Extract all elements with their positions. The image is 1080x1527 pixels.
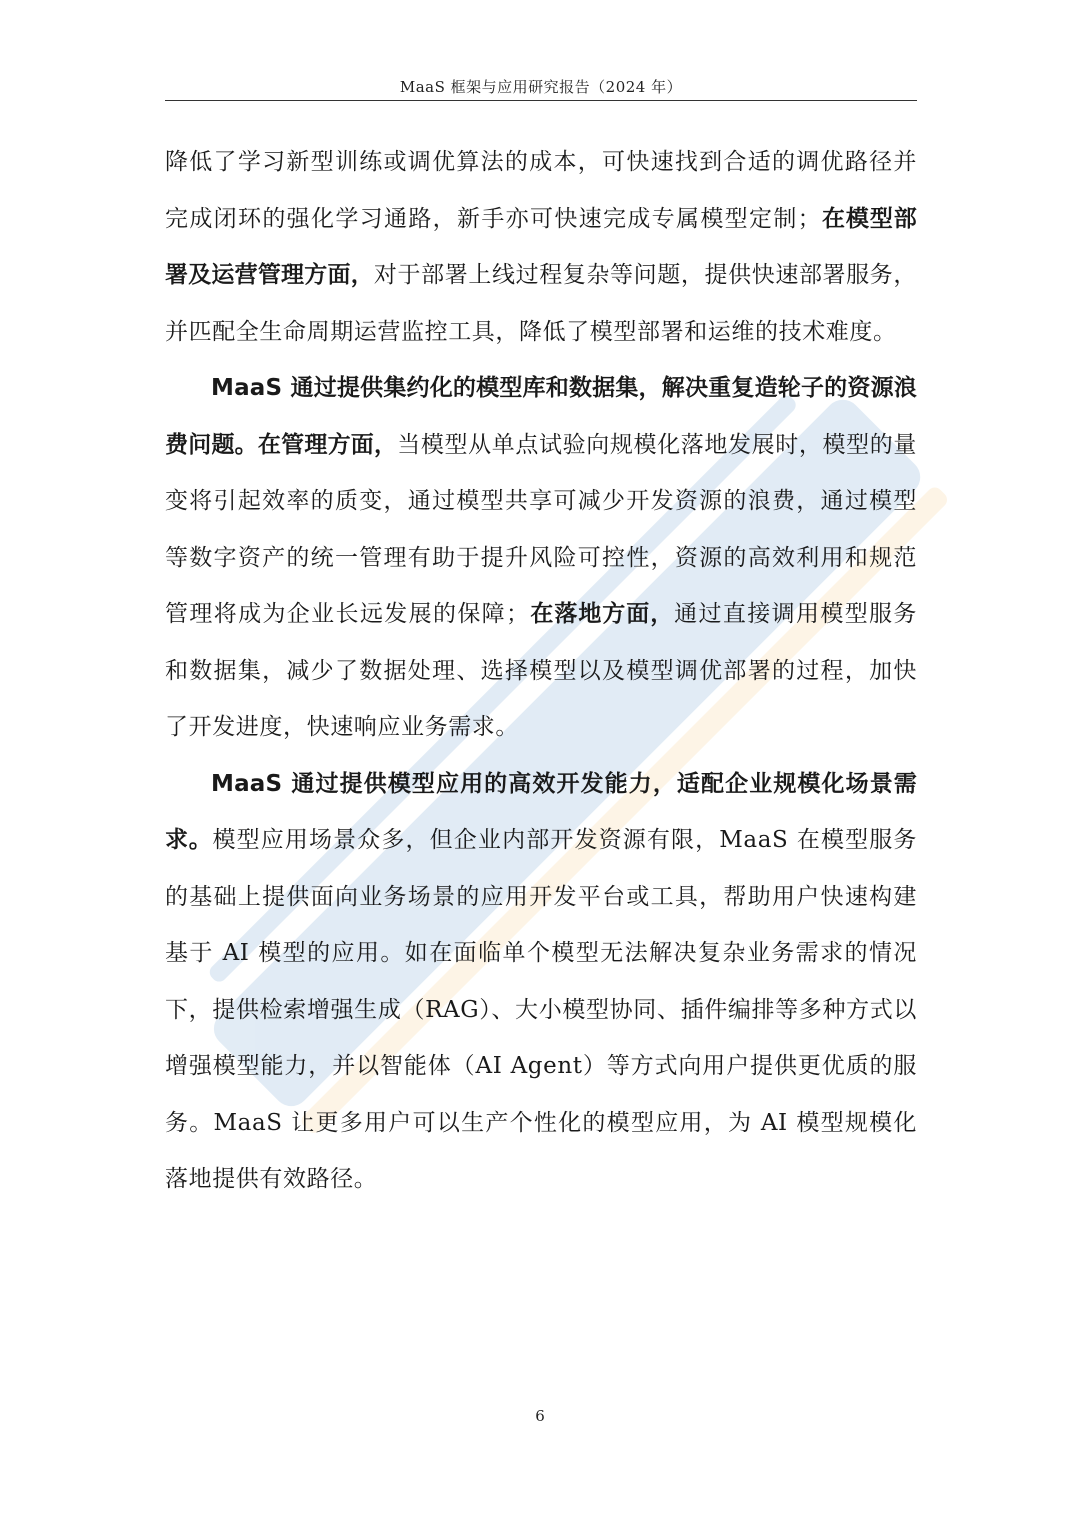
header-divider (165, 100, 917, 101)
bold-text-run: 在落地方面， (529, 601, 675, 627)
page-header: MaaS 框架与应用研究报告（2024 年） (399, 78, 683, 96)
body-paragraph (165, 134, 917, 360)
body-content (165, 134, 917, 1208)
text-run: 降低了学习新型训练或调优算法的成本，可快速找到合适的调优路径并完成闭环的强化学习通路，新手亦可快速完成专属模型定制； (165, 149, 917, 232)
body-paragraph (165, 360, 917, 756)
text-run: 通过直接调用模型服务和数据集，减少了数据处理、选择模型以及模型调优部署的过程，加快了开发进度，快速响应业务需求。 (165, 601, 918, 740)
bold-text-run: MaaS 通过提供集约化的模型库和数据集，解决重复造轮子的资源浪费问题。 (165, 375, 917, 458)
bold-text-run: 在模型部署及运营管理方面， (165, 205, 917, 288)
text-run: 对于部署上线过程复杂等问题，提供快速部署服务，并匹配全生命周期运营监控工具，降低了模型部署和运维的技术难度。 (165, 262, 917, 345)
bold-text-run: MaaS 通过提供模型应用的高效开发能力，适配企业规模化场景需求。 (165, 770, 917, 853)
text-run: 当模型从单点试验向规模化落地发展时，模型的量变将引起效率的质变，通过模型共享可减少开发资源的浪费，通过模型等数字资产的统一管理有助于提升风险可控性，资源的高效利用和规范管理将成为企业长远发展的保障； (165, 431, 917, 627)
page-number: 6 (535, 1407, 545, 1425)
text-run: 模型应用场景众多，但企业内部开发资源有限，MaaS 在模型服务的基础上提供面向业务场景的应用开发平台或工具，帮助用户快速构建基于 AI 模型的应用。如在面临单个模型无法解决复杂业务需求的情况下，提供检索增强生成（RAG）、大小模型协同、插件编排等多种方式以增强模型能力，并以智能体（AI Agent）等方式向用户提供更优质的服务。MaaS 让更多用户可以生产个性化的模型应用，为 AI 模型规模化落地提供有效路径。 (165, 827, 917, 1192)
bold-text-run: 在管理方面， (257, 431, 398, 458)
body-paragraph (165, 756, 917, 1208)
